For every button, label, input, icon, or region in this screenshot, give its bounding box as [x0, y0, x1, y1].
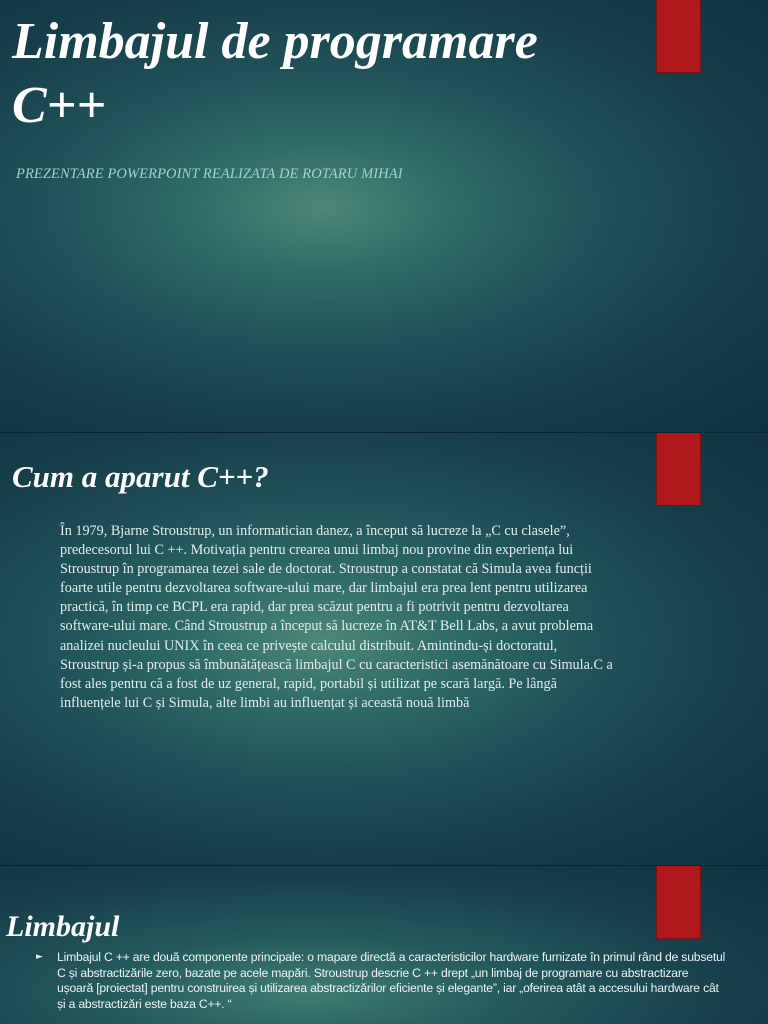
slide-subtitle: PREZENTARE POWERPOINT REALIZATA DE ROTARU MIHAI [16, 166, 403, 182]
slide-title: Limbajul [6, 910, 120, 943]
slide-2 [0, 433, 768, 865]
slide-3 [0, 866, 768, 1024]
slide-body-text: În 1979, Bjarne Stroustrup, un informatician danez, a început să lucreze la „C cu clasele”, predecesorul lui C ++. Motivația pentru crearea unui limbaj nou provine din experiența lui Stroustrup în programarea tezei sale de doctorat. Stroustrup a constatat că Simula avea funcții foarte utile pentru dezvoltarea software-ului mare, dar limbajul era prea lent pentru utilizarea practică, în timp ce BCPL era rapid, dar prea scăzut pentru a fi potrivit pentru dezvoltarea software-ului mare. Când Stroustrup a început să lucreze în AT&T Bell Labs, a avut problema analizei nucleului UNIX în ceea ce privește calculul distribuit. Amintindu-și doctoratul, Stroustrup și-a propus să îmbunătățească limbajul C cu caracteristici asemănătoare cu Simula.C a fost ales pentru că a fost de uz general, rapid, portabil și utilizat pe scară largă. Pe lângă influențele lui C și Simula, alte limbi au influențat și această nouă limbă [60, 523, 613, 711]
slide-1 [0, 0, 768, 432]
slide-title: Limbajul de programare C++ [12, 13, 538, 134]
slide-title: Cum a aparut C++? [12, 459, 269, 494]
red-accent-bar [657, 866, 700, 938]
triangle-bullet-icon: ► [36, 952, 43, 962]
bullet-text: Limbajul C ++ are două componente principale: o mapare directă a caracteristicilor hardware furnizate în primul rând de subsetul C și abstractizările zero, bazate pe acele mapări. Stroustrup descrie C ++ drept „un limbaj de programare cu abstractizare ușoară [proiectat] pentru construirea și utilizarea abstractizărilor eficiente și elegante”, iar „oferirea atât a accesului hardware cât și a abstractizări este baza C++. “ [57, 950, 726, 1011]
red-accent-bar [657, 0, 700, 72]
red-accent-bar [657, 433, 700, 505]
